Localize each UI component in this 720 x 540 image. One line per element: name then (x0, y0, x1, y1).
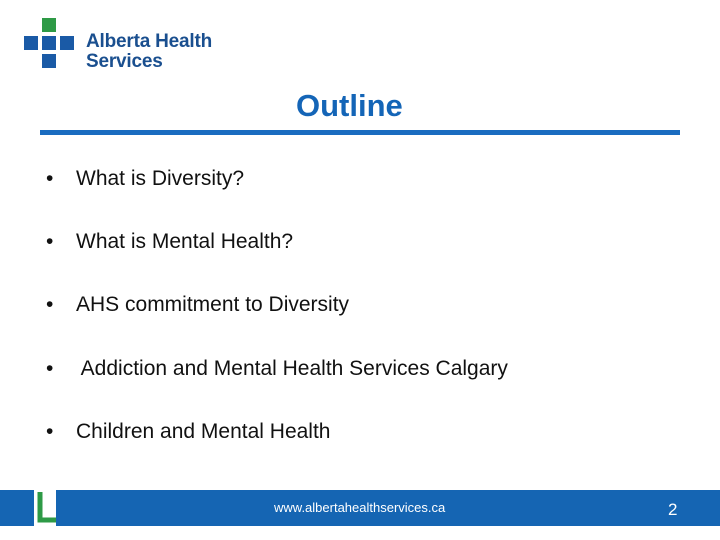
ahs-logo-wordmark (86, 32, 212, 72)
bullet-item (46, 355, 508, 383)
ahs-logo (24, 18, 214, 72)
bullet-text: What is Mental Health? (76, 230, 294, 253)
bullet-dot-icon (46, 228, 76, 256)
bullet-dot-icon (46, 418, 76, 446)
logo-line-2: Services (86, 51, 163, 72)
bullet-text: AHS commitment to Diversity (76, 293, 350, 316)
logo-line-1: Alberta Health (86, 31, 213, 52)
bullet-item (46, 291, 349, 319)
footer-url-text[interactable]: www.albertahealthservices.ca (274, 500, 446, 515)
ahs-footer-mark-icon (34, 490, 62, 526)
bullet-dot-icon (46, 355, 76, 383)
bullet-item (46, 418, 330, 446)
bullet-dot-icon (46, 165, 76, 193)
slide-title: Outline (296, 88, 403, 123)
bullet-text: What is Diversity? (76, 167, 245, 190)
bullet-item (46, 228, 293, 256)
bullet-dot-icon (46, 291, 76, 319)
ahs-cross-logo-icon (24, 18, 82, 72)
page-number: 2 (668, 500, 678, 519)
bullet-text: Addiction and Mental Health Services Calgary (76, 357, 508, 380)
title-underline (40, 130, 680, 135)
bullet-text: Children and Mental Health (76, 420, 331, 443)
bullet-item (46, 165, 244, 193)
